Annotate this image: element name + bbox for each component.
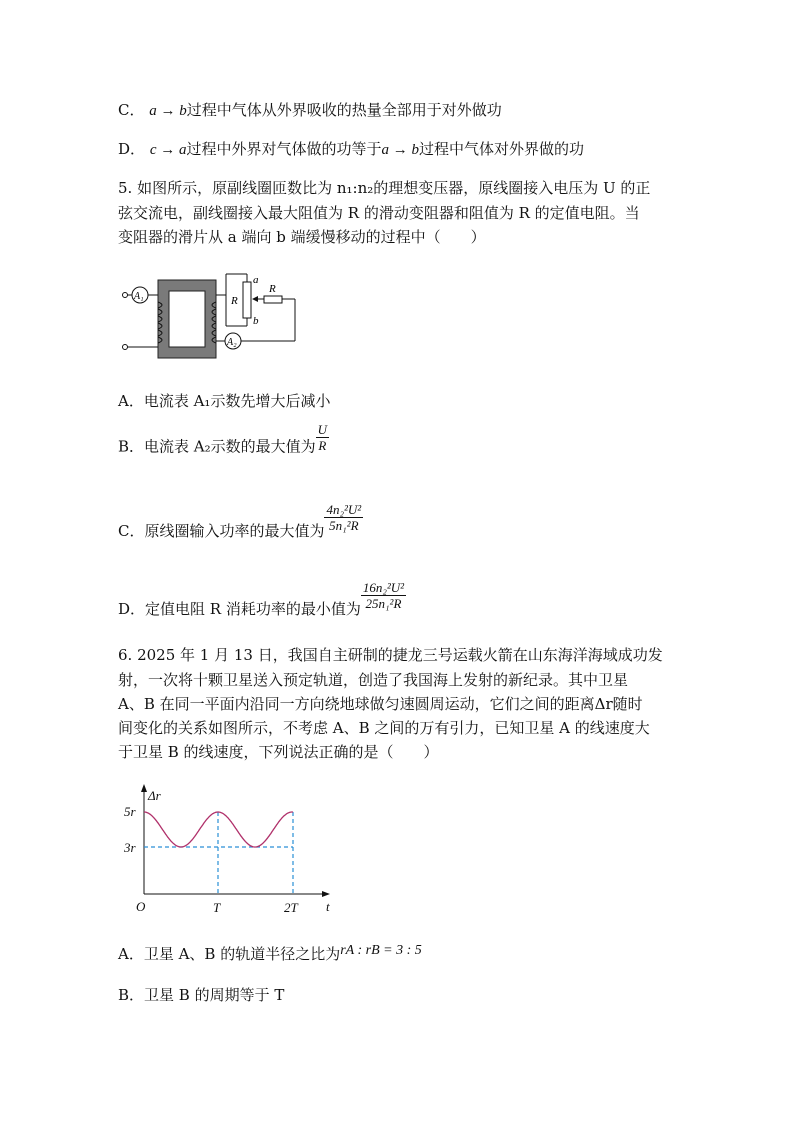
- option-d-prev: [118, 137, 584, 162]
- option-text: 过程中气体对外界做的功: [419, 140, 585, 158]
- fraction-denominator: R: [318, 438, 327, 453]
- q5-option-b: [118, 422, 329, 463]
- q6-stem-line-1: 6. 2025 年 1 月 13 日，我国自主研制的捷龙三号运载火箭在山东海洋海域成功发: [118, 646, 663, 664]
- q6-stem-line-5: 于卫星 B 的线速度，下列说法正确的是（ ）: [118, 743, 439, 761]
- q6-option-a: [118, 942, 422, 968]
- q5-option-d: [118, 580, 406, 618]
- fraction-numerator: U: [317, 422, 328, 437]
- x-axis-arrow: [322, 891, 330, 897]
- q6-stem-line-3: A、B 在同一平面内沿同一方向绕地球做匀速圆周运动，它们之间的距离Δr随时: [118, 695, 643, 713]
- option-text: C．原线圈输入功率的最大值为: [118, 521, 325, 540]
- option-text: A．卫星 A、B 的轨道半径之比为: [118, 945, 341, 963]
- origin-label: O: [136, 899, 146, 914]
- fraction: [361, 580, 406, 611]
- option-label: C．: [118, 101, 145, 119]
- q6-stem-line-2: 射，一次将十颗卫星送入预定轨道，创造了我国海上发射的新纪录。其中卫星: [118, 671, 629, 689]
- ammeter-a2-label: A₂: [227, 337, 237, 348]
- option-text: D．定值电阻 R 消耗功率的最小值为: [118, 599, 361, 618]
- q6-option-b: B．卫星 B 的周期等于 T: [118, 986, 285, 1004]
- math-expression: c → a: [149, 142, 187, 158]
- variable-resistor-label: R: [231, 295, 238, 307]
- transformer-circuit-figure: [118, 266, 300, 362]
- terminal-a-label: a: [253, 274, 259, 286]
- y-axis-label: Δr: [148, 788, 161, 803]
- fraction-numerator: 4n₂²U²: [326, 502, 362, 517]
- math-expression: a → b: [149, 103, 187, 119]
- x-axis-label: t: [326, 899, 330, 914]
- fraction: [324, 502, 363, 533]
- q5-stem-line-3: 变阻器的滑片从 a 端向 b 端缓慢移动的过程中（ ）: [118, 228, 486, 246]
- ammeter-a1-label: A₁: [134, 291, 144, 302]
- math-expression: rA : rB = 3 : 5: [340, 943, 422, 958]
- option-text: 过程中气体从外界吸收的热量全部用于对外做功: [186, 101, 502, 119]
- x-tick-label: 2T: [284, 900, 298, 915]
- y-axis-arrow: [141, 784, 147, 792]
- fixed-resistor: [264, 296, 282, 303]
- fraction-denominator: 5n₁²R: [329, 518, 359, 533]
- math-expression: a → b: [381, 142, 419, 158]
- option-label: D．: [118, 140, 146, 158]
- q5-stem-line-2: 弦交流电，副线圈接入最大阻值为 R 的滑动变阻器和阻值为 R 的定值电阻。当: [118, 204, 640, 222]
- variable-resistor: [243, 282, 251, 318]
- option-text: B．电流表 A₂示数的最大值为: [118, 437, 316, 456]
- fraction: [316, 422, 329, 453]
- q5-stem-line-1: 5. 如图所示，原副线圈匝数比为 n₁:n₂的理想变压器，原线圈接入电压为 U 的正: [118, 179, 651, 197]
- terminal-b-label: b: [253, 315, 259, 327]
- fraction-denominator: 25n₁²R: [365, 596, 402, 611]
- y-tick-label: 5r: [124, 804, 136, 819]
- q6-stem-line-4: 间变化的关系如图所示，不考虑 A、B 之间的万有引力，已知卫星 A 的线速度大: [118, 719, 650, 737]
- x-tick-label: T: [213, 900, 221, 915]
- option-text: 过程中外界对气体做的功等于: [186, 140, 382, 158]
- q5-option-c: [118, 502, 363, 540]
- fraction-numerator: 16n₂²U²: [362, 580, 405, 595]
- y-tick-label: 3r: [124, 840, 136, 855]
- fixed-resistor-label: R: [269, 283, 276, 295]
- q5-option-a: A．电流表 A₁示数先增大后减小: [118, 392, 331, 410]
- option-c-prev: [118, 98, 502, 123]
- distance-time-chart: [118, 782, 338, 917]
